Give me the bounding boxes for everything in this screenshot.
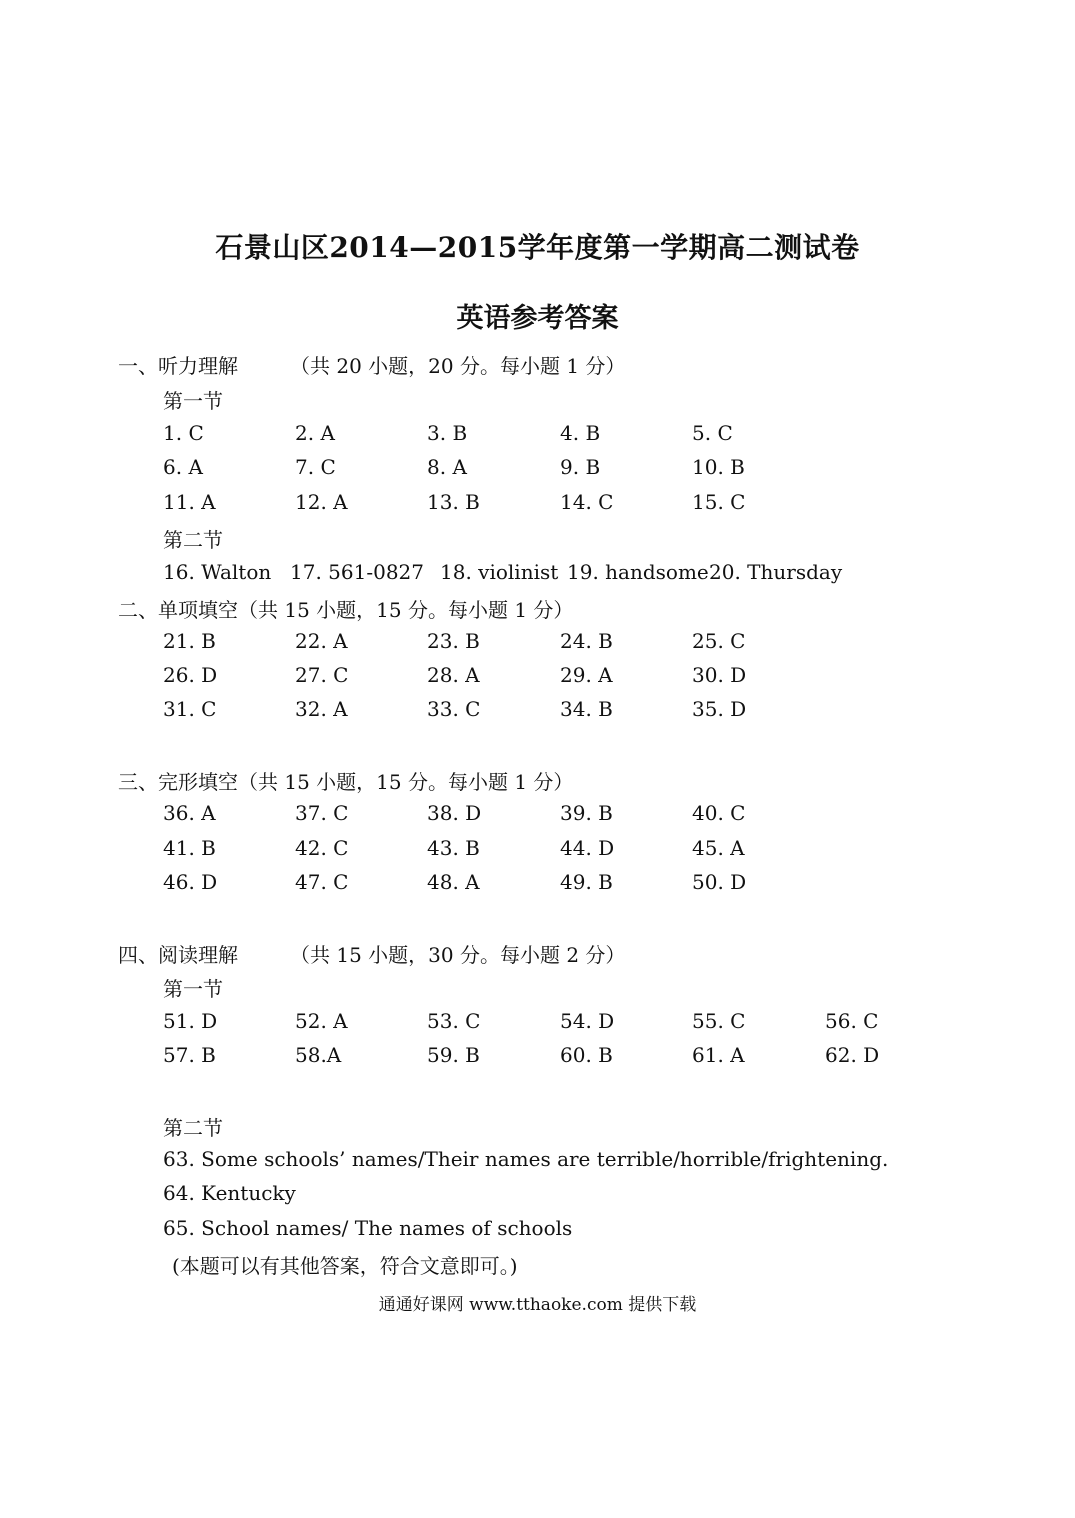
answer-cell: 31. C — [163, 697, 217, 721]
document-title: 石景山区2014—2015学年度第一学期高二测试卷 — [215, 231, 860, 264]
answer-cell: 12. A — [295, 490, 348, 514]
answer-cell: 2. A — [295, 421, 335, 445]
answer-cell: 6. A — [163, 455, 203, 479]
answer-cell: 7. C — [295, 455, 336, 479]
section-title: 一、听力理解 — [118, 354, 238, 378]
answer-cell: 50. D — [692, 870, 747, 894]
section-heading-listening — [118, 350, 625, 379]
answer-cell: 43. B — [427, 836, 480, 860]
answer-cell: 60. B — [560, 1043, 613, 1067]
answer-cell: 8. A — [427, 455, 467, 479]
answer-cell: 44. D — [560, 836, 615, 860]
answer-cell: 15. C — [692, 490, 746, 514]
answer-cell: 29. A — [560, 663, 613, 687]
answer-cell: 52. A — [295, 1009, 348, 1033]
answer-cell: 51. D — [163, 1009, 218, 1033]
answer-cell: 41. B — [163, 836, 216, 860]
answer-cell: 62. D — [825, 1043, 880, 1067]
answer-cell: 42. C — [295, 836, 349, 860]
answer-cell: 35. D — [692, 697, 747, 721]
answer-cell: 46. D — [163, 870, 218, 894]
answer-cell: 25. C — [692, 629, 746, 653]
answer-cell: 4. B — [560, 421, 601, 445]
answer-cell: 13. B — [427, 490, 480, 514]
section-note: （共 20 小题，20 分。每小题 1 分） — [290, 354, 626, 378]
answer-cell: 38. D — [427, 801, 482, 825]
document-subtitle: 英语参考答案 — [456, 303, 619, 334]
answer-cell: 53. C — [427, 1009, 481, 1033]
answer-cell: 28. A — [427, 663, 480, 687]
part-label-second: 第二节 — [163, 528, 223, 552]
answer-cell: 47. C — [295, 870, 349, 894]
open-answer-65: 65. School names/ The names of schools — [163, 1216, 573, 1240]
answer-cell: 34. B — [560, 697, 613, 721]
part-label-first: 第一节 — [163, 389, 223, 413]
answer-cell: 17. 561-0827 — [290, 560, 424, 584]
answer-cell: 33. C — [427, 697, 481, 721]
open-answer-64: 64. Kentucky — [163, 1181, 296, 1205]
answer-cell: 22. A — [295, 629, 348, 653]
part-label-first: 第一节 — [163, 977, 223, 1001]
answer-cell: 49. B — [560, 870, 613, 894]
answer-cell: 21. B — [163, 629, 216, 653]
answer-cell: 11. A — [163, 490, 216, 514]
section-heading-single-choice: 二、单项填空（共 15 小题，15 分。每小题 1 分） — [118, 598, 574, 622]
answer-cell: 45. A — [692, 836, 745, 860]
answer-cell: 16. Walton — [163, 560, 272, 584]
answer-cell: 18. violinist — [440, 560, 559, 584]
answer-cell: 57. B — [163, 1043, 216, 1067]
answer-note: (本题可以有其他答案，符合文意即可。) — [172, 1254, 518, 1278]
section-heading-cloze: 三、完形填空（共 15 小题，15 分。每小题 1 分） — [118, 770, 574, 794]
answer-cell: 37. C — [295, 801, 349, 825]
answer-cell: 19. handsome — [567, 560, 709, 584]
answer-cell: 40. C — [692, 801, 746, 825]
answer-cell: 54. D — [560, 1009, 615, 1033]
answer-cell: 61. A — [692, 1043, 745, 1067]
footer-download-credit: 通通好课网 www.tthaoke.com 提供下载 — [378, 1295, 697, 1315]
answer-cell: 32. A — [295, 697, 348, 721]
answer-cell: 24. B — [560, 629, 613, 653]
answer-cell: 9. B — [560, 455, 601, 479]
open-answer-63: 63. Some schools’ names/Their names are terrible/horrible/frightening. — [163, 1147, 889, 1171]
section-note: （共 15 小题，30 分。每小题 2 分） — [290, 943, 626, 967]
answer-cell: 5. C — [692, 421, 733, 445]
answer-cell: 30. D — [692, 663, 747, 687]
answer-cell: 23. B — [427, 629, 480, 653]
answer-cell: 39. B — [560, 801, 613, 825]
answer-cell: 3. B — [427, 421, 468, 445]
answer-cell: 1. C — [163, 421, 204, 445]
part-label-second: 第二节 — [163, 1116, 223, 1140]
answer-cell: 27. C — [295, 663, 349, 687]
answer-cell: 59. B — [427, 1043, 480, 1067]
answer-cell: 10. B — [692, 455, 745, 479]
answer-cell: 36. A — [163, 801, 216, 825]
answer-cell: 14. C — [560, 490, 614, 514]
answer-cell: 55. C — [692, 1009, 746, 1033]
answer-cell: 26. D — [163, 663, 218, 687]
answer-cell: 20. Thursday — [709, 560, 843, 584]
section-heading-reading — [118, 939, 625, 968]
answer-cell: 58.A — [295, 1043, 342, 1067]
section-title: 四、阅读理解 — [118, 943, 238, 967]
answer-cell: 56. C — [825, 1009, 879, 1033]
answer-cell: 48. A — [427, 870, 480, 894]
